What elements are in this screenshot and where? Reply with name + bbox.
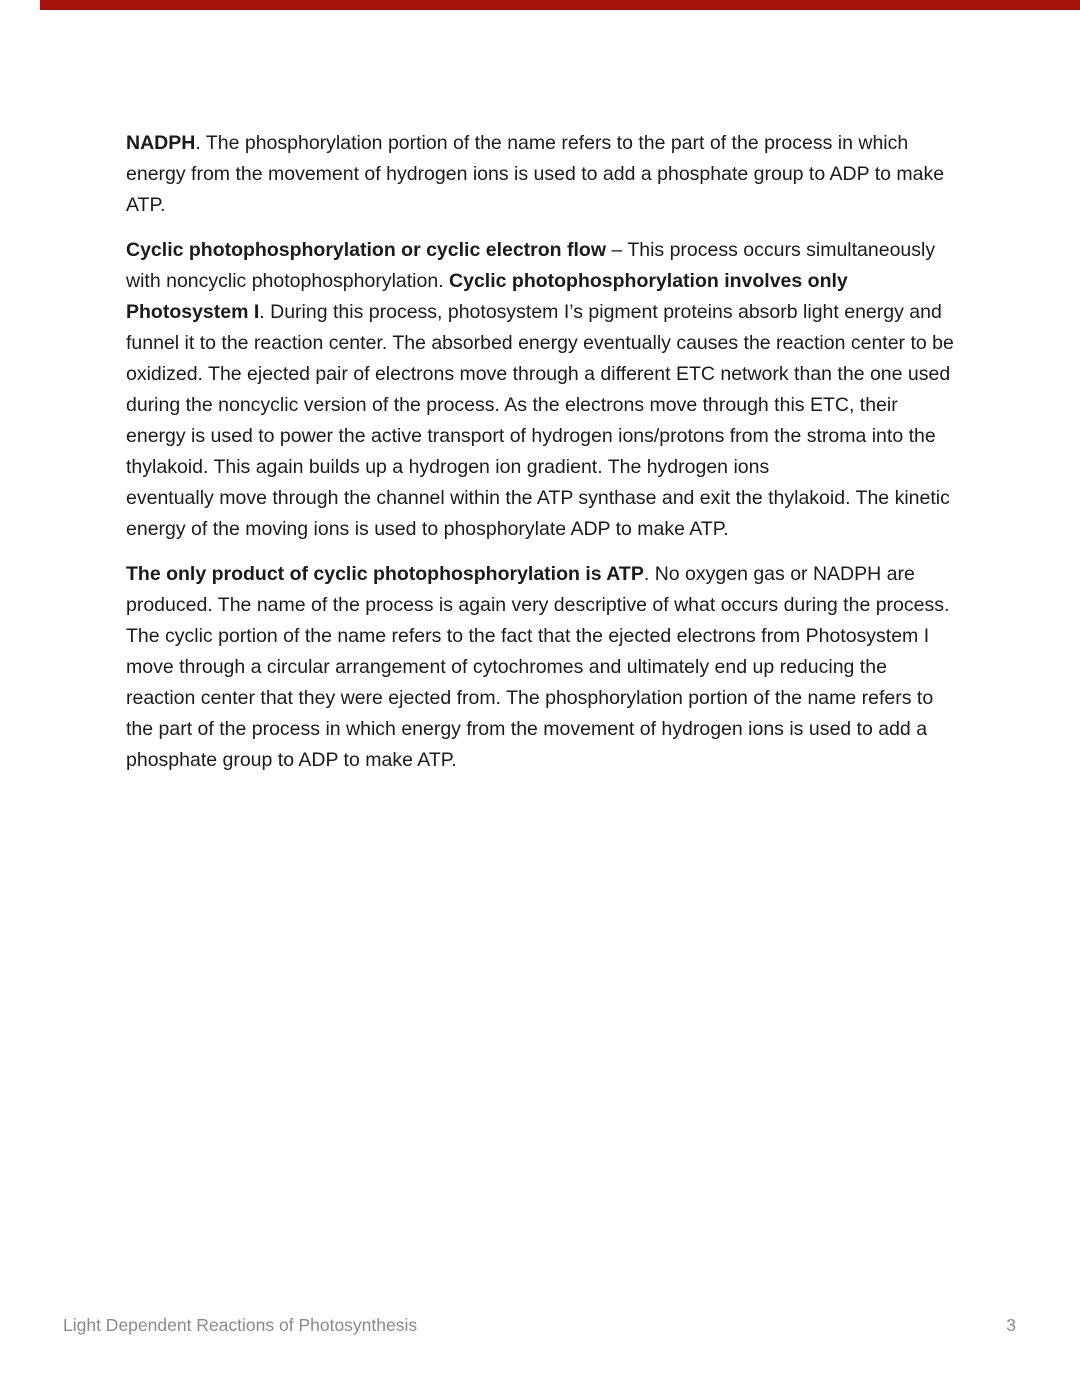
text-run: . During this process, photosystem I’s pigment proteins absorb light energy and funnel it to the reaction center. The absorbed energy eventually causes the reaction center to be oxidized. The ejected pair of electrons move through a different ETC network than the one used during the noncyclic version of the process. As the electrons move through this ETC, their energy is used to power the active transport of hydrogen ions/protons from the stroma into the thylakoid. This again builds up a hydrogen ion gradient. The hydrogen ions <box>126 301 954 478</box>
document-body <box>126 128 954 790</box>
text-run: eventually move through the channel within the ATP synthase and exit the thylakoid. The kinetic energy of the moving ions is used to phosphorylate ADP to make ATP. <box>126 487 950 540</box>
page-footer <box>63 1312 1016 1338</box>
bold-text-run: The only product of cyclic photophosphorylation is ATP <box>126 563 644 585</box>
text-run: – This process occurs simultaneously with noncyclic photophosphorylation. <box>126 239 936 292</box>
footer-page-number: 3 <box>1006 1315 1016 1335</box>
paragraph <box>126 128 954 221</box>
top-accent-bar <box>40 0 1080 10</box>
bold-text-run: Cyclic photophosphorylation or cyclic electron flow <box>126 239 606 261</box>
bold-text-run: NADPH <box>126 132 196 154</box>
footer-document-title: Light Dependent Reactions of Photosynthesis <box>63 1315 418 1335</box>
text-run: . The phosphorylation portion of the name refers to the part of the process in which energy from the movement of hydrogen ions is used to add a phosphate group to ADP to make ATP. <box>126 132 945 216</box>
bold-text-run: Cyclic photophosphorylation involves only Photosystem I <box>126 270 848 323</box>
paragraph <box>126 235 954 545</box>
paragraph <box>126 559 954 776</box>
text-run: . No oxygen gas or NADPH are produced. The name of the process is again very descriptive of what occurs during the process. The cyclic portion of the name refers to the fact that the ejected electrons from Photosystem I move through a circular arrangement of cytochromes and ultimately end up reducing the reaction center that they were ejected from. The phosphorylation portion of the name refers to the part of the process in which energy from the movement of hydrogen ions is used to add a phosphate group to ADP to make ATP. <box>126 563 950 771</box>
